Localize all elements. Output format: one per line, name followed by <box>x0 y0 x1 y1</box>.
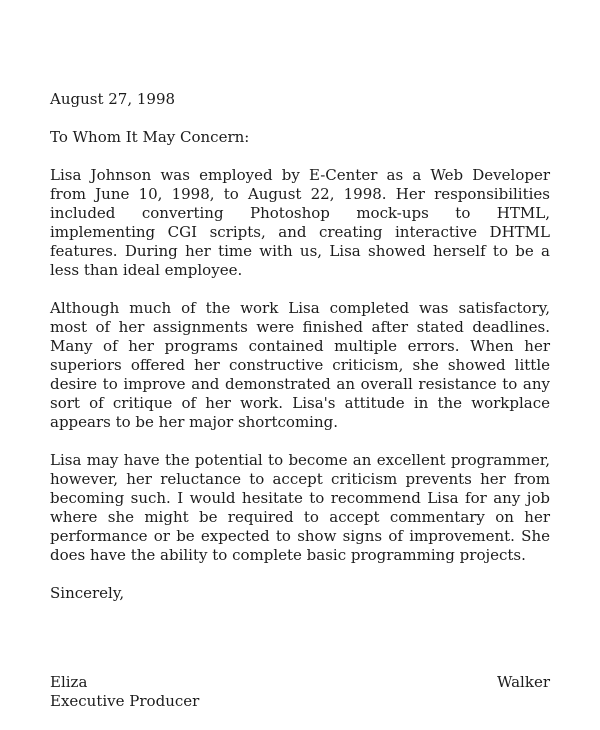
signature-last-name: Walker <box>497 673 550 691</box>
letter-salutation: To Whom It May Concern: <box>50 128 250 146</box>
letter-date: August 27, 1998 <box>50 90 176 108</box>
signature-name-row <box>50 673 550 692</box>
letter-body <box>50 90 550 711</box>
letter-paragraph-3: Lisa may have the potential to become an excellent programmer, however, her reluctance to accept criticism prevents her from becoming such. I would hesitate to recommend Lisa for any job where she might be required to accept commentary on her performance or be expected to show signs of improvement. She does have the ability to complete basic programming projects. <box>50 451 550 564</box>
signature-first-name: Eliza <box>50 673 88 691</box>
letter-closing: Sincerely, <box>50 584 125 602</box>
letter-paragraph-1: Lisa Johnson was employed by E-Center as a Web Developer from June 10, 1998, to August 22, 1998. Her responsibilities included converting Photoshop mock-ups to HTML, implementing CGI scripts, and creating interactive DHTML features. During her time with us, Lisa showed herself to be a less than ideal employee. <box>50 166 550 279</box>
letter-paragraph-2: Although much of the work Lisa completed was satisfactory, most of her assignments were finished after stated deadlines. Many of her programs contained multiple errors. When her superiors offered her constructive criticism, she showed little desire to improve and demonstrated an overall resistance to any sort of critique of her work. Lisa's attitude in the workplace appears to be her major shortcoming. <box>50 299 550 431</box>
signature-title: Executive Producer <box>50 692 200 710</box>
